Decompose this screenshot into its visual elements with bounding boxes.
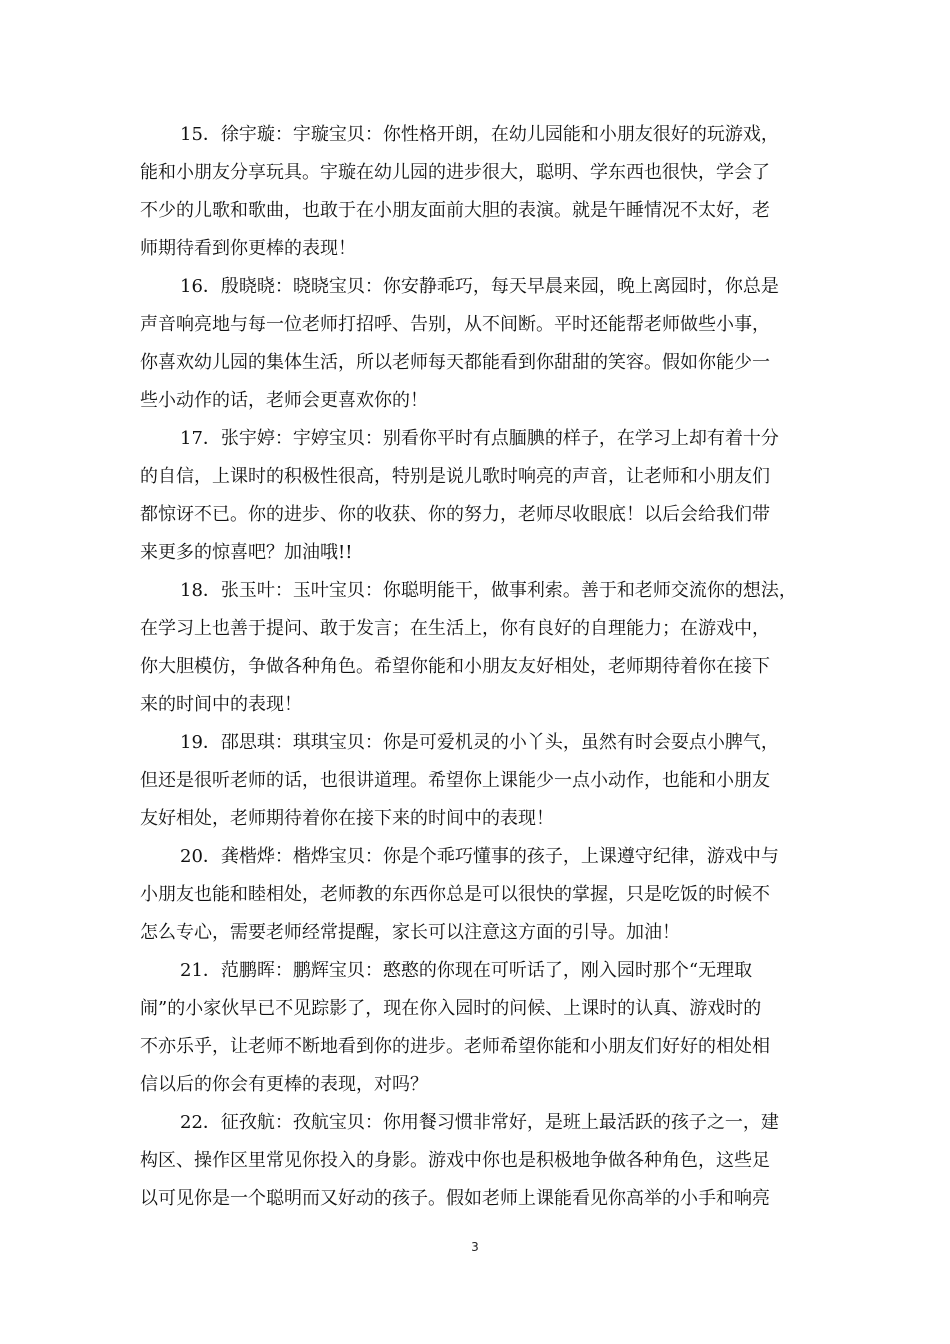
paragraph-line: 构区、操作区里常见你投入的身影。游戏中你也是积极地争做各种角色，这些足 [140,1150,770,1171]
paragraph-line: 声音响亮地与每一位老师打招呼、告别，从不间断。平时还能帮老师做些小事， [140,314,770,335]
paragraph-line: 都惊讶不已。你的进步、你的收获、你的努力，老师尽收眼底！以后会给我们带 [140,504,770,525]
paragraph-18 [140,572,820,724]
paragraph-line: 在学习上也善于提问、敢于发言；在生活上，你有良好的自理能力；在游戏中， [140,618,770,639]
paragraph-21 [140,952,820,1104]
paragraph-line: 些小动作的话，老师会更喜欢你的！ [140,390,428,411]
paragraph-line: 15．徐宇璇：宇璇宝贝：你性格开朗，在幼儿园能和小朋友很好的玩游戏， [180,124,779,145]
paragraph-line: 20．龚楷烨：楷烨宝贝：你是个乖巧懂事的孩子，上课遵守纪律，游戏中与 [180,846,779,867]
paragraph-line: 18．张玉叶：玉叶宝贝：你聪明能干，做事利索。善于和老师交流你的想法， [180,580,797,601]
paragraph-16 [140,268,820,420]
paragraph-line: 22．征孜航：孜航宝贝：你用餐习惯非常好，是班上最活跃的孩子之一，建 [180,1112,779,1133]
paragraph-line: 信以后的你会有更棒的表现，对吗？ [140,1074,428,1095]
paragraph-20 [140,838,820,952]
paragraph-line: 友好相处，老师期待着你在接下来的时间中的表现！ [140,808,554,829]
paragraph-line: 17．张宇婷：宇婷宝贝：别看你平时有点腼腆的样子，在学习上却有着十分 [180,428,779,449]
paragraph-line: 的自信，上课时的积极性很高，特别是说儿歌时响亮的声音，让老师和小朋友们 [140,466,770,487]
paragraph-line: 怎么专心，需要老师经常提醒，家长可以注意这方面的引导。加油！ [140,922,680,943]
paragraph-line: 你喜欢幼儿园的集体生活，所以老师每天都能看到你甜甜的笑容。假如你能少一 [140,352,770,373]
paragraph-line: 以可见你是一个聪明而又好动的孩子。假如老师上课能看见你高举的小手和响亮 [140,1188,770,1209]
paragraph-17 [140,420,820,572]
paragraph-line: 21．范鹏晖：鹏辉宝贝：憨憨的你现在可听话了，刚入园时那个“无理取 [180,960,753,981]
paragraph-line: 来的时间中的表现！ [140,694,302,715]
paragraph-22 [140,1104,820,1218]
paragraph-line: 你大胆模仿，争做各种角色。希望你能和小朋友友好相处，老师期待着你在接下 [140,656,770,677]
paragraph-line: 19．邵思琪：琪琪宝贝：你是可爱机灵的小丫头，虽然有时会耍点小脾气， [180,732,779,753]
paragraph-line: 但还是很听老师的话，也很讲道理。希望你上课能少一点小动作，也能和小朋友 [140,770,770,791]
paragraph-line: 闹”的小家伙早已不见踪影了，现在你入园时的问候、上课时的认真、游戏时的 [140,998,762,1019]
paragraph-15 [140,116,820,268]
document-body [140,116,820,1218]
paragraph-line: 小朋友也能和睦相处，老师教的东西你总是可以很快的掌握，只是吃饭的时候不 [140,884,770,905]
paragraph-line: 不少的儿歌和歌曲，也敢于在小朋友面前大胆的表演。就是午睡情况不太好，老 [140,200,770,221]
paragraph-line: 不亦乐乎，让老师不断地看到你的进步。老师希望你能和小朋友们好好的相处相 [140,1036,770,1057]
paragraph-19 [140,724,820,838]
page-number: 3 [471,1240,479,1254]
paragraph-line: 能和小朋友分享玩具。宇璇在幼儿园的进步很大，聪明、学东西也很快，学会了 [140,162,770,183]
paragraph-line: 来更多的惊喜吧？加油哦!! [140,542,353,563]
paragraph-line: 师期待看到你更棒的表现！ [140,238,356,259]
paragraph-line: 16．殷晓晓：晓晓宝贝：你安静乖巧，每天早晨来园，晚上离园时，你总是 [180,276,779,297]
